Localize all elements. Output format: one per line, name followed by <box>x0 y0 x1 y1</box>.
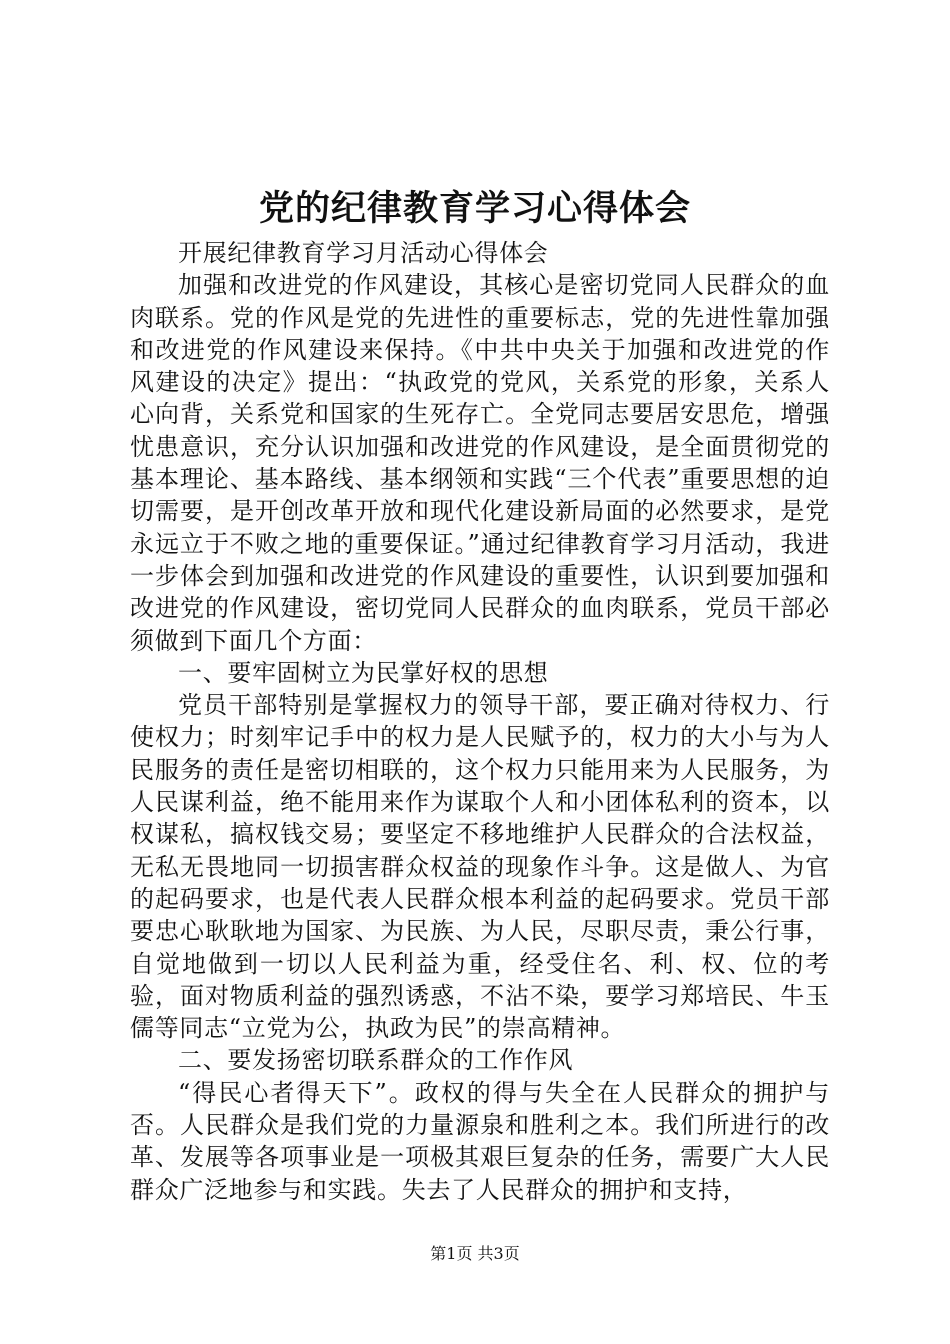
document-title: 党的纪律教育学习心得体会 <box>258 189 691 229</box>
section-heading-2: 二、要发扬密切联系群众的工作作风 <box>178 1046 574 1075</box>
paragraph-section-1: 党员干部特别是掌握权力的领导干部，要正确对待权力、行使权力；时刻牢记手中的权力是人民赋予的，权力的大小与为人民服务的责任是密切相联的，这个权力只能用来为人民服务，为人民谋利益，绝不能用来作为谋取个人和小团体私利的资本，以权谋私，搞权钱交易；要坚定不移地维护人民群众的合法权益，无私无畏地同一切损害群众权益的现象作斗争。这是做人、为官的起码要求，也是代表人民群众根本利益的起码要求。党员干部要忠心耿耿地为国家、为民族、为人民，尽职尽责，秉公行事，自觉地做到一切以人民利益为重，经受住名、利、权、位的考验，面对物质利益的强烈诱惑，不沾不染，要学习郑培民、牛玉儒等同志“立党为公，执政为民”的崇高精神。 <box>130 691 830 1043</box>
document-body <box>130 237 830 1206</box>
paragraph-section-2: “得民心者得天下”。政权的得与失全在人民群众的拥护与否。人民群众是我们党的力量源泉和胜利之本。我们所进行的改革、发展等各项事业是一项极其艰巨复杂的任务，需要广大人民群众广泛地参与和实践。失去了人民群众的拥护和支持， <box>130 1078 830 1204</box>
section-heading-1: 一、要牢固树立为民掌好权的思想 <box>178 658 549 687</box>
paragraph-subtitle: 开展纪律教育学习月活动心得体会 <box>178 239 549 267</box>
paragraph-intro: 加强和改进党的作风建设，其核心是密切党同人民群众的血肉联系。党的作风是党的先进性的重要标志，党的先进性靠加强和改进党的作风建设来保持。《中共中央关于加强和改进党的作风建设的决定》提出：“执政党的党风，关系党的形象，关系人心向背，关系党和国家的生死存亡。全党同志要居安思危，增强忧患意识，充分认识加强和改进党的作风建设，是全面贯彻党的基本理论、基本路线、基本纲领和实践“三个代表”重要思想的迫切需要，是开创改革开放和现代化建设新局面的必然要求，是党永远立于不败之地的重要保证。”通过纪律教育学习月活动，我进一步体会到加强和改进党的作风建设的重要性，认识到要加强和改进党的作风建设，密切党同人民群众的血肉联系，党员干部必须做到下面几个方面： <box>130 271 830 655</box>
page-footer: 第1页 共3页 <box>430 1244 520 1263</box>
